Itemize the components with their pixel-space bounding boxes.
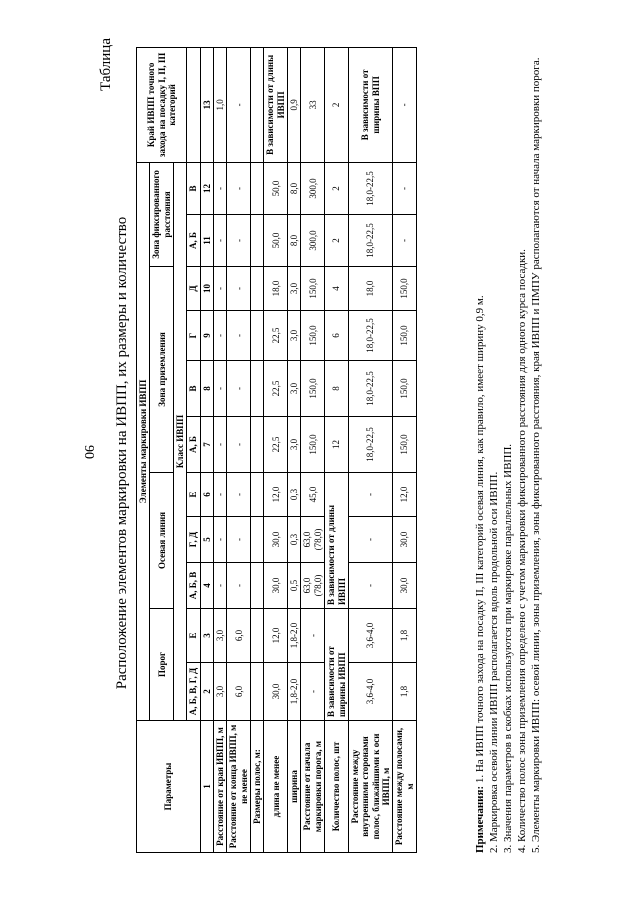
table-cell: 1,8 xyxy=(393,609,417,663)
param-label: Расстояние между внутренними сторонами полос, ближайшими к оси ИВПП, м xyxy=(348,721,392,853)
table-cell: В зависимости от длины ИВПП xyxy=(264,47,288,162)
table-cell: 150,0 xyxy=(301,361,325,417)
table-cell: 63,0 (78,0) xyxy=(301,563,325,609)
table-cell: - xyxy=(393,47,417,162)
table-row xyxy=(264,47,288,852)
table-cell: 18,0-22,5 xyxy=(348,162,392,214)
table-cell: 6 xyxy=(325,311,349,361)
table-cell: - xyxy=(301,663,325,721)
table-cell: 50,0 xyxy=(264,215,288,267)
table-cell: 18,0-22,5 xyxy=(348,215,392,267)
table-cell: 63,0 (78,0) xyxy=(301,517,325,563)
param-label: Расстояние между полосами, м xyxy=(393,721,417,853)
col-num: 4 xyxy=(200,563,213,609)
table-cell: 50,0 xyxy=(264,162,288,214)
table-cell: - xyxy=(227,162,251,214)
table-label: Таблица xyxy=(98,38,114,91)
table-cell xyxy=(251,473,264,517)
table-title: Расположение элементов маркировки на ИВПП, их размеры и количество xyxy=(114,216,130,690)
sub-header: Е xyxy=(187,473,200,517)
table-cell: 150,0 xyxy=(393,267,417,311)
note-item: 2. Маркировка осевой линии ИВПП располагается вдоль продольной оси ИВПП. xyxy=(488,471,501,853)
table-cell: 1,8-2,0 xyxy=(288,663,301,721)
notes xyxy=(473,48,543,853)
table-cell: - xyxy=(214,563,227,609)
table-cell: - xyxy=(348,473,392,517)
table-cell: 22,5 xyxy=(264,417,288,473)
col-num: 8 xyxy=(200,361,213,417)
table-cell: 150,0 xyxy=(301,311,325,361)
table-cell: 45,0 xyxy=(301,473,325,517)
sub-header: Г, Д xyxy=(187,517,200,563)
table-cell: 3,0 xyxy=(288,361,301,417)
table-row xyxy=(325,47,349,852)
table-cell: - xyxy=(393,162,417,214)
col-num: 13 xyxy=(200,47,213,162)
table-cell: 3,0 xyxy=(288,311,301,361)
table-cell: - xyxy=(214,162,227,214)
table-cell xyxy=(251,47,264,162)
table-cell: 30,0 xyxy=(393,517,417,563)
table-cell: - xyxy=(227,267,251,311)
table-cell: 3,0 xyxy=(288,417,301,473)
table-row xyxy=(301,47,325,852)
table-cell: - xyxy=(214,267,227,311)
table-cell: 1,8-2,0 xyxy=(288,609,301,663)
header-elements: Элементы маркировки ИВПП xyxy=(137,162,150,720)
sub-header: Е xyxy=(187,609,200,663)
table-cell xyxy=(251,609,264,663)
table-cell: 30,0 xyxy=(264,517,288,563)
rotated-document xyxy=(98,38,608,868)
table-cell: - xyxy=(227,563,251,609)
header-class: Класс ИВПП xyxy=(174,162,187,720)
param-label: Количество полос, шт xyxy=(325,721,349,853)
table-cell xyxy=(251,663,264,721)
table-cell: 3,6-4,0 xyxy=(348,609,392,663)
table-cell: 22,5 xyxy=(264,311,288,361)
table-cell: - xyxy=(214,361,227,417)
table-cell: 1,0 xyxy=(214,47,227,162)
table-cell: 2 xyxy=(325,47,349,162)
table-cell: 30,0 xyxy=(264,563,288,609)
note-item xyxy=(473,48,487,853)
sub-header: А, Б xyxy=(187,417,200,473)
sub-header: Д xyxy=(187,267,200,311)
col-num: 3 xyxy=(200,609,213,663)
table-cell: В зависимости от длины ИВПП xyxy=(325,473,349,609)
table-cell: В зависимости от ширины ИВПП xyxy=(325,609,349,721)
table-cell: 0,9 xyxy=(288,47,301,162)
table-cell: 12,0 xyxy=(264,473,288,517)
table-cell: - xyxy=(214,311,227,361)
table-cell: - xyxy=(227,215,251,267)
table-cell: - xyxy=(214,517,227,563)
table-cell: 3,0 xyxy=(288,267,301,311)
col-num: 12 xyxy=(200,162,213,214)
table-cell: 4 xyxy=(325,267,349,311)
table-cell: - xyxy=(348,517,392,563)
param-label: Размеры полос, м: xyxy=(251,721,264,853)
table-cell: 12,0 xyxy=(264,609,288,663)
col-num: 5 xyxy=(200,517,213,563)
table-row xyxy=(251,47,264,852)
table-cell: 18,0-22,5 xyxy=(348,417,392,473)
col-num: 11 xyxy=(200,215,213,267)
sub-header: Г xyxy=(187,311,200,361)
table-cell: - xyxy=(214,215,227,267)
table-cell: - xyxy=(348,563,392,609)
table-cell: - xyxy=(227,361,251,417)
table-row xyxy=(227,47,251,852)
table-cell: 3,0 xyxy=(214,609,227,663)
table-cell xyxy=(251,417,264,473)
table-cell: - xyxy=(214,417,227,473)
col-num: 10 xyxy=(200,267,213,311)
table-cell: 22,5 xyxy=(264,361,288,417)
header-threshold: Порог xyxy=(150,609,174,721)
table-cell: 18,0 xyxy=(264,267,288,311)
table-cell: 18,0 xyxy=(348,267,392,311)
sub-header: А, Б, В xyxy=(187,563,200,609)
param-label: ширина xyxy=(288,721,301,853)
table-cell: 6,0 xyxy=(227,609,251,663)
table-cell: 300,0 xyxy=(301,162,325,214)
table-cell: 150,0 xyxy=(393,417,417,473)
table-cell xyxy=(251,563,264,609)
param-label: Расстояние от конца ИВПП, м не менее xyxy=(227,721,251,853)
table-cell: 8,0 xyxy=(288,162,301,214)
col-num: 2 xyxy=(200,663,213,721)
table-cell: 33 xyxy=(301,47,325,162)
table-cell: 6,0 xyxy=(227,663,251,721)
table-cell: 30,0 xyxy=(264,663,288,721)
header-params: Параметры xyxy=(137,721,201,853)
table-cell: 1,8 xyxy=(393,663,417,721)
note-text: 1. На ИВПП точного захода на посадку II, III категорий осевая линия, как правило, имеет ширину 0,9 м. xyxy=(474,295,486,786)
table-cell: 8,0 xyxy=(288,215,301,267)
table-cell: 30,0 xyxy=(393,563,417,609)
table-cell: 8 xyxy=(325,361,349,417)
table-cell: 0,3 xyxy=(288,473,301,517)
header-touchdown: Зона приземления xyxy=(150,267,174,473)
table-cell: 12 xyxy=(325,417,349,473)
param-label: Расстояние от начала маркировки порога, м xyxy=(301,721,325,853)
sub-header: А, Б xyxy=(187,215,200,267)
note-item: 4. Количество полос зоны приземления определено с учетом маркировки фиксированного расстояния для одного курса посадки. xyxy=(516,249,529,853)
param-label: длина не менее xyxy=(264,721,288,853)
table-cell xyxy=(251,361,264,417)
table-cell: 0,3 xyxy=(288,517,301,563)
table-row xyxy=(288,47,301,852)
table-cell xyxy=(251,267,264,311)
table-cell: - xyxy=(227,417,251,473)
table-cell: 12,0 xyxy=(393,473,417,517)
table-cell: - xyxy=(227,517,251,563)
sub-header: А, Б, В, Г, Д xyxy=(187,663,200,721)
table-cell: 150,0 xyxy=(393,311,417,361)
col-num: 7 xyxy=(200,417,213,473)
note-item: 3. Значения параметров в скобках используются при маркировке параллельных ИВПП. xyxy=(502,443,515,853)
table-cell xyxy=(251,215,264,267)
param-label: Расстояние от края ИВПП, м xyxy=(214,721,227,853)
table-cell: 300,0 xyxy=(301,215,325,267)
table-cell xyxy=(251,162,264,214)
table-cell: 3,6-4,0 xyxy=(348,663,392,721)
table-cell xyxy=(251,517,264,563)
table-cell: - xyxy=(393,215,417,267)
note-item: 5. Элементы маркировки ИВПП: осевой линии, зоны приземления, зоны фиксированного расстояния, края ИВПП и ПМПУ располагаются от начала маркировки порога. xyxy=(530,57,543,853)
marking-table xyxy=(136,47,417,853)
table-cell: - xyxy=(227,473,251,517)
table-cell: 150,0 xyxy=(301,417,325,473)
table-cell: - xyxy=(227,311,251,361)
table-row xyxy=(348,47,392,852)
table-cell: 0,5 xyxy=(288,563,301,609)
col-num: 6 xyxy=(200,473,213,517)
notes-label: Примечания: xyxy=(474,785,486,853)
table-cell: 3,0 xyxy=(214,663,227,721)
table-cell: - xyxy=(214,473,227,517)
table-cell: 2 xyxy=(325,215,349,267)
table-row xyxy=(214,47,227,852)
header-edge: Край ИВПП точного захода на посадку I, II, III категорий xyxy=(137,47,187,162)
table-cell: В зависимости от ширины ВПП xyxy=(348,47,392,162)
header-axial: Осевая линия xyxy=(150,473,174,609)
page-number: 90 xyxy=(81,445,96,459)
table-cell: - xyxy=(227,47,251,162)
header-fixed-distance: Зона фиксированного расстояния xyxy=(150,162,174,266)
table-row xyxy=(393,47,417,852)
table-cell: 150,0 xyxy=(393,361,417,417)
col-num: 9 xyxy=(200,311,213,361)
table-cell: 18,0-22,5 xyxy=(348,361,392,417)
sub-header: В xyxy=(187,361,200,417)
table-cell: - xyxy=(301,609,325,663)
table-cell: 2 xyxy=(325,162,349,214)
table-cell: 18,0-22,5 xyxy=(348,311,392,361)
col-num: 1 xyxy=(200,721,213,853)
table-cell: 150,0 xyxy=(301,267,325,311)
sub-header: В xyxy=(187,162,200,214)
table-cell xyxy=(251,311,264,361)
